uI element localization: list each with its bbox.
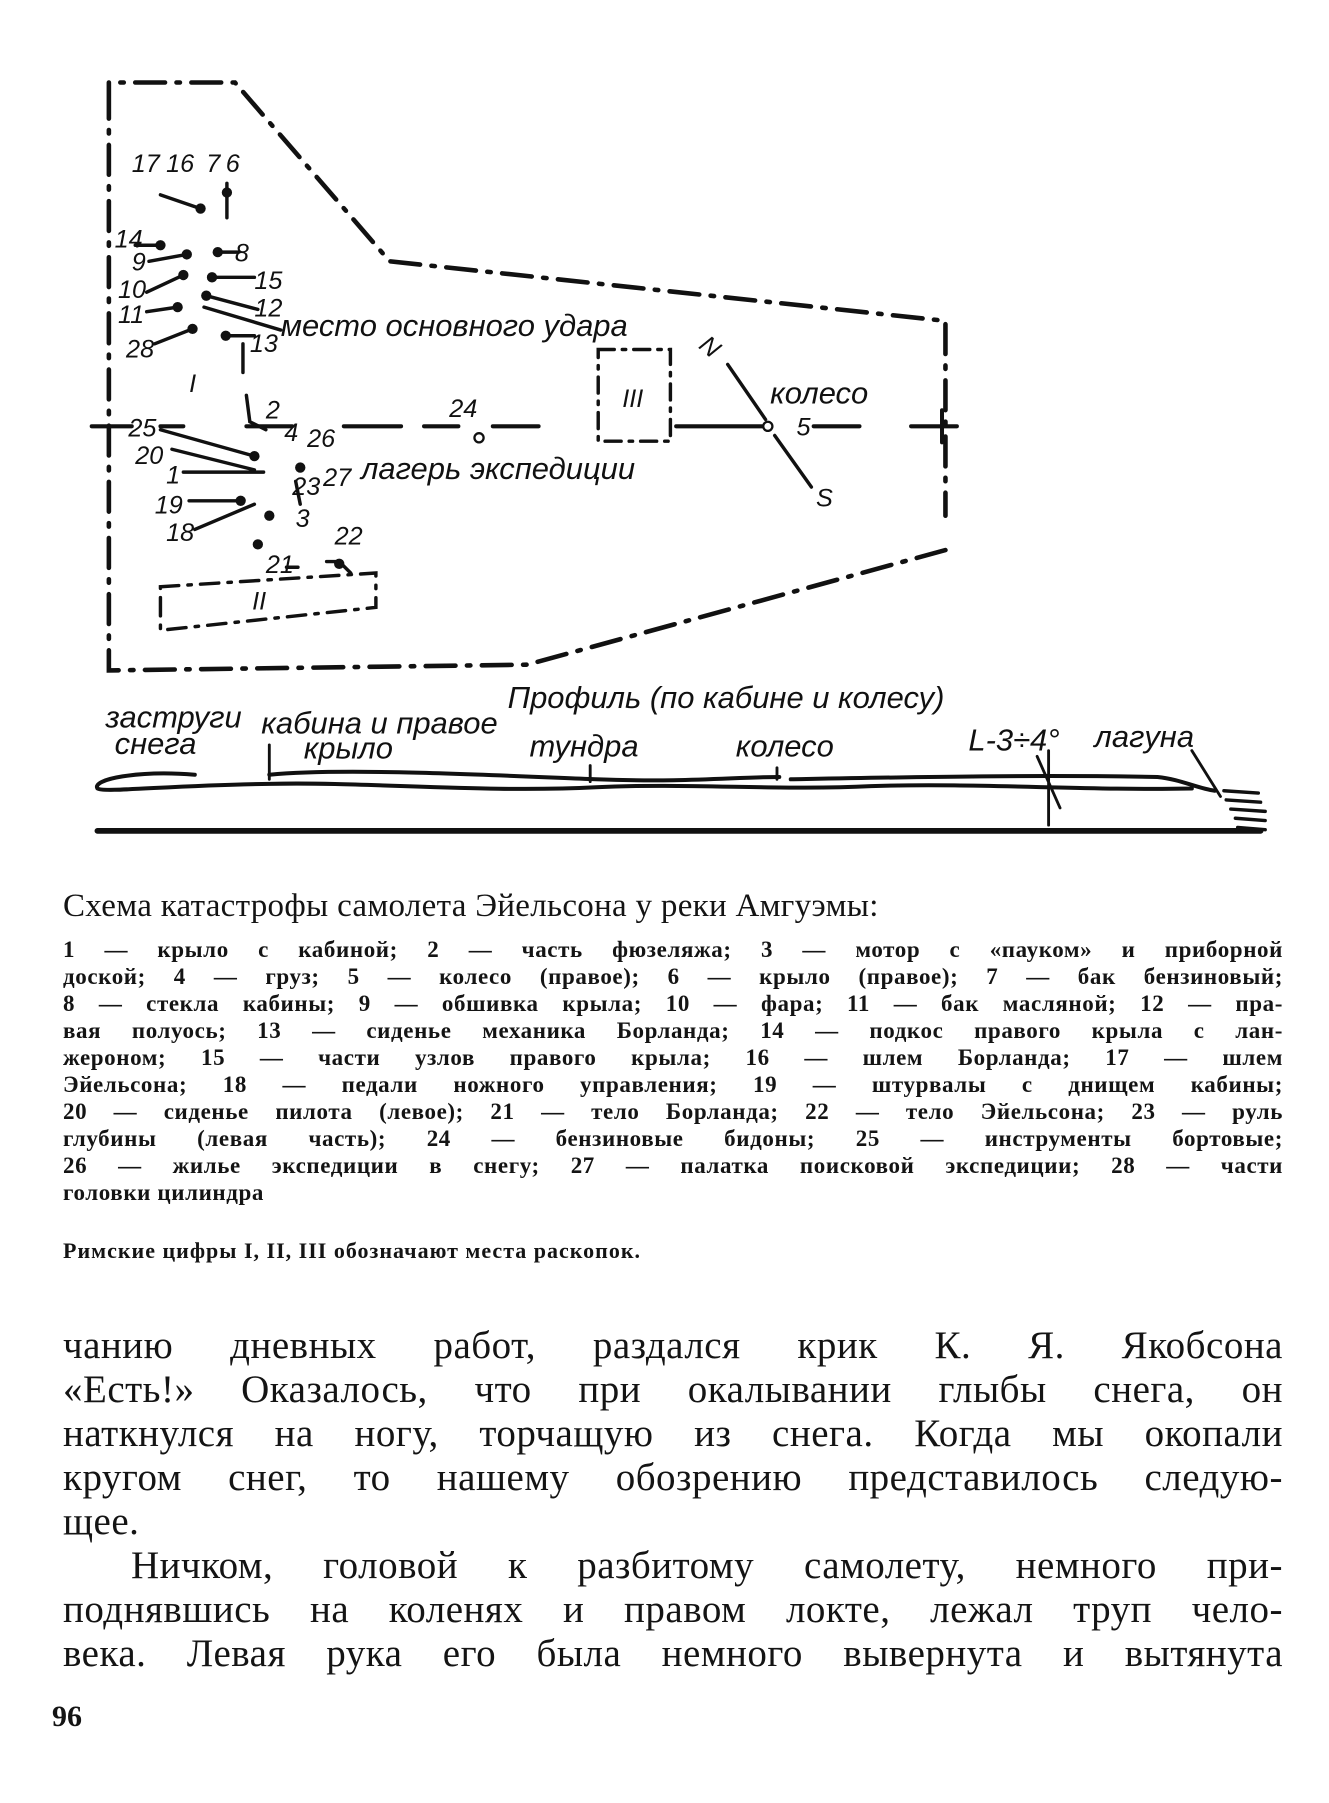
label-15: 15 bbox=[254, 266, 283, 295]
profile-cabin-2: крыло bbox=[303, 730, 393, 766]
label-16: 16 bbox=[166, 149, 195, 178]
excavation-note: Римские цифры I, II, III обозначают места раскопок. bbox=[63, 1238, 642, 1263]
label-1: 1 bbox=[166, 461, 181, 490]
compass-south: S bbox=[815, 484, 833, 513]
roman-III: III bbox=[622, 384, 644, 413]
label-11: 11 bbox=[118, 301, 145, 330]
legend-line: 8 — стекла кабины; 9 — обшивка крыла; 10 — фара; 11 — бак масляной; 12 — пра- bbox=[63, 991, 1283, 1016]
legend-line: жероном; 15 — части узлов правого крыла; 16 — шлем Борланда; 17 — шлем bbox=[63, 1045, 1283, 1070]
body-line: Ничком, головой к разбитому самолету, немного при- bbox=[131, 1544, 1283, 1587]
label-23: 23 bbox=[292, 473, 321, 502]
label-24: 24 bbox=[449, 395, 478, 424]
roman-I: I bbox=[189, 369, 197, 398]
label-19: 19 bbox=[154, 491, 183, 520]
legend-line: 20 — сиденье пилота (левое); 21 — тело Борланда; 22 — тело Эйельсона; 23 — руль bbox=[63, 1099, 1283, 1124]
legend-line: Эйельсона; 18 — педали ножного управления; 19 — штурвалы с днищем кабины; bbox=[63, 1072, 1283, 1097]
label-28: 28 bbox=[126, 335, 155, 364]
label-22: 22 bbox=[334, 522, 363, 551]
expedition-camp-label: лагерь экспедиции bbox=[360, 451, 636, 487]
body-line: наткнулся на ногу, торчащую из снега. Когда мы окопали bbox=[63, 1412, 1283, 1455]
label-2: 2 bbox=[265, 396, 280, 425]
label-21: 21 bbox=[265, 551, 294, 579]
legend-line: 1 — крыло с кабиной; 2 — часть фюзеляжа; 3 — мотор с «пауком» и приборной bbox=[63, 937, 1283, 962]
body-line: века. Левая рука его была немного вывернута и вытянута bbox=[63, 1632, 1283, 1675]
wheel-label: колесо bbox=[770, 375, 869, 411]
label-4: 4 bbox=[284, 419, 299, 448]
label-8: 8 bbox=[234, 239, 249, 268]
label-6: 6 bbox=[225, 149, 240, 178]
compass-north: N bbox=[693, 330, 726, 364]
profile-wheel: колесо bbox=[735, 728, 834, 764]
legend-line: глубины (левая часть); 24 — бензиновые бидоны; 25 — инструменты бортовые; bbox=[63, 1126, 1283, 1151]
axis-line bbox=[92, 410, 957, 442]
profile-slope: L-3÷4° bbox=[968, 722, 1060, 758]
body-line: кругом снег, то нашему обозрению представилось следую- bbox=[63, 1456, 1283, 1499]
body-line: щее. bbox=[63, 1500, 140, 1543]
label-20: 20 bbox=[135, 442, 164, 471]
label-9: 9 bbox=[131, 248, 146, 277]
label-17: 17 bbox=[131, 149, 160, 178]
body-line: поднявшись на коленях и правом локте, лежал труп чело- bbox=[63, 1588, 1283, 1631]
label-5: 5 bbox=[796, 413, 811, 442]
profile-lagoon: лагуна bbox=[1094, 719, 1195, 755]
profile-cabin-1: кабина и правое bbox=[261, 705, 498, 741]
legend-line: доской; 4 — груз; 5 — колесо (правое); 6 — крыло (правое); 7 — бак бензиновый; bbox=[63, 964, 1283, 989]
label-7: 7 bbox=[206, 149, 221, 178]
label-18: 18 bbox=[166, 518, 195, 547]
page-number: 96 bbox=[52, 1700, 82, 1733]
body-line: «Есть!» Оказалось, что при окалывании глыбы снега, он bbox=[63, 1368, 1283, 1411]
label-10: 10 bbox=[118, 275, 147, 304]
label-14: 14 bbox=[114, 225, 143, 254]
crash-site-diagram bbox=[0, 0, 1329, 870]
roman-II: II bbox=[252, 587, 267, 616]
profile-sastrugi-2: снега bbox=[114, 726, 197, 762]
legend-line: вая полуось; 13 — сиденье механика Борланда; 14 — подкос правого крыла с лан- bbox=[63, 1018, 1283, 1043]
label-3: 3 bbox=[295, 505, 310, 534]
legend-line: головки цилиндра bbox=[63, 1180, 265, 1205]
legend-line: 26 — жилье экспедиции в снегу; 27 — палатка поисковой экспедиции; 28 — части bbox=[63, 1153, 1283, 1178]
figure-caption-title: Схема катастрофы самолета Эйельсона у реки Амгуэмы: bbox=[63, 888, 879, 924]
profile-tundra: тундра bbox=[529, 728, 639, 764]
excavation-II bbox=[160, 573, 375, 630]
label-25: 25 bbox=[128, 414, 157, 443]
profile-sastrugi-1: заструги bbox=[105, 699, 242, 735]
label-27: 27 bbox=[323, 463, 352, 492]
profile-title: Профиль (по кабине и колесу) bbox=[507, 680, 945, 716]
body-line: чанию дневных работ, раздался крик К. Я. Якобсона bbox=[63, 1324, 1283, 1367]
label-26: 26 bbox=[307, 424, 336, 453]
label-12: 12 bbox=[254, 294, 283, 323]
lagoon-hatch bbox=[1224, 791, 1265, 830]
impact-site-label: место основного удара bbox=[280, 307, 628, 343]
label-13: 13 bbox=[249, 329, 278, 358]
